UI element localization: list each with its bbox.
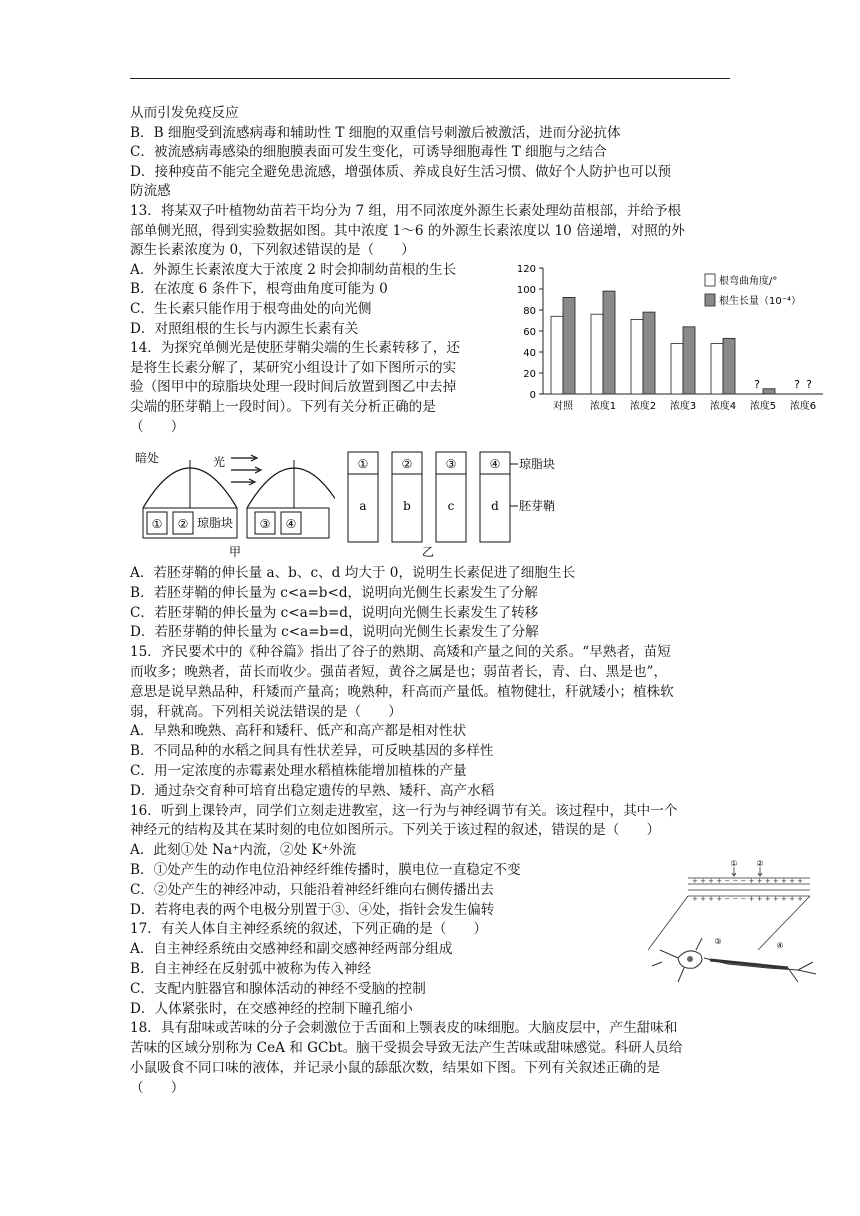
yi-letter-c: c <box>447 499 455 513</box>
y-tick-label: 40 <box>523 348 536 359</box>
x-tick-label: 浓度3 <box>669 401 697 412</box>
text-line: D．若胚芽鞘的伸长量为 c<a=b=d，说明向光侧生长素发生了分解 <box>130 624 539 641</box>
text-line: A．早熟和晚熟、高秆和矮秆、低产和高产都是相对性状 <box>130 723 467 740</box>
bar-0-4 <box>711 344 723 394</box>
light-label: 光 <box>213 455 226 469</box>
bar-1-4 <box>723 338 735 394</box>
yi-letter-a: a <box>359 499 367 513</box>
block-label-2: ② <box>177 517 189 531</box>
yi-block-4: ④ <box>489 457 501 471</box>
unknown-mark: ? <box>806 378 812 391</box>
x-tick-label: 浓度2 <box>629 401 657 412</box>
mark-2: ② <box>756 859 764 868</box>
text-line: B．①处产生的动作电位沿神经纤维传播时，膜电位一直稳定不变 <box>130 862 521 878</box>
yi-letter-d: d <box>491 499 499 513</box>
text-line: 意思是说早熟品种，秆矮而产量高；晚熟种，秆高而产量低。植物健壮，秆就矮小；植株软 <box>130 683 674 700</box>
legend-swatch-1 <box>705 294 715 306</box>
bar-0-2 <box>631 319 643 394</box>
text-line: 13．将某双子叶植物幼苗若干均分为 7 组，用不同浓度外源生长素处理幼苗根部，并给予根 <box>130 203 682 219</box>
text-line: 18．具有甜味或苦味的分子会刺激位于舌面和上颚表皮的味细胞。大脑皮层中，产生甜味和 <box>130 1020 678 1037</box>
yi-letter-b: b <box>403 499 411 513</box>
bar-0-1 <box>591 314 603 394</box>
y-tick-label: 120 <box>516 264 536 275</box>
text-line: A．自主神经系统由交感神经和副交感神经两部分组成 <box>130 941 453 958</box>
block-label-3: ③ <box>259 517 271 531</box>
text-line: A．外源生长素浓度大于浓度 2 时会抑制幼苗根的生长 <box>130 261 457 278</box>
text-line: 从而引发免疫反应 <box>130 105 239 121</box>
text-line: 17．有关人体自主神经系统的叙述，下列正确的是（ ） <box>130 921 488 938</box>
y-tick-label: 0 <box>529 390 536 401</box>
block-label-4: ④ <box>285 517 297 531</box>
text-line: 苦味的区域分别称为 CeA 和 GCbt。脑干受损会导致无法产生苦味或甜味感觉。科研人员给 <box>130 1040 683 1057</box>
bar-1-5 <box>763 389 775 394</box>
text-line: C．被流感病毒感染的细胞膜表面可发生变化，可诱导细胞毒性 T 细胞与之结合 <box>130 144 607 161</box>
bar-1-1 <box>603 291 615 394</box>
bar-chart <box>505 262 830 422</box>
text-line: D．若将电表的两个电极分别置于③、④处，指针会发生偏转 <box>130 901 495 918</box>
text-line: C．②处产生的神经冲动，只能沿着神经纤维向右侧传播出去 <box>130 881 494 898</box>
text-line: 15．齐民要术中的《种谷篇》指出了谷子的熟期、高矮和产量之间的关系。“早熟者，苗短 <box>130 644 671 661</box>
text-line: 源生长素浓度为 0，下列叙述错误的是（ ） <box>130 242 415 259</box>
text-line: D．接种疫苗不能完全避免患流感，增强体质、养成良好生活习惯、做好个人防护也可以预 <box>130 163 672 180</box>
agar-label: 琼脂块 <box>197 516 234 530</box>
text-line: 尖端的胚芽鞘上一段时间）。下列有关分析正确的是 <box>130 399 436 415</box>
yi-block-1: ① <box>357 457 369 471</box>
dark-label <box>135 450 159 465</box>
mark-1: ① <box>730 859 738 868</box>
y-tick-label: 100 <box>516 285 536 296</box>
light-arrows <box>231 455 261 485</box>
text-line: 防流感 <box>130 183 171 200</box>
yi-sheath-label: 胚芽鞘 <box>519 499 556 513</box>
bar-1-2 <box>643 312 655 394</box>
bar-1-0 <box>563 297 575 394</box>
text-line: 验（图甲中的琼脂块处理一段时间后放置到图乙中去掉 <box>130 379 457 396</box>
yi-block-3: ③ <box>445 457 457 471</box>
legend-label-0: 根弯曲角度/° <box>719 276 778 287</box>
neuron-figure <box>648 858 818 993</box>
text-line: 而收多；晚熟者，苗长而收少。强苗者短，黄谷之属是也；弱苗者长，青、白、黑是也”， <box>130 664 668 680</box>
text-line: 16．听到上课铃声，同学们立刻走进教室，这一行为与神经调节有关。该过程中，其中一个 <box>130 802 678 819</box>
block-label-1: ① <box>151 517 163 531</box>
text-line: 弱，秆就高。下列相关说法错误的是（ ） <box>130 703 402 720</box>
text-line: B．自主神经在反射弧中被称为传入神经 <box>130 961 372 977</box>
coleoptile-tip-light <box>247 468 335 508</box>
text-line: 小鼠吸食不同口味的液体，并记录小鼠的舔舐次数，结果如下图。下列有关叙述正确的是 <box>130 1060 661 1076</box>
text-line: C．生长素只能作用于根弯曲处的向光侧 <box>130 301 372 317</box>
text-line: C．支配内脏器官和腺体活动的神经不受脑的控制 <box>130 980 426 997</box>
text-line: B．B 细胞受到流感病毒和辅助性 T 细胞的双重信号刺激后被激活，进而分泌抗体 <box>130 124 621 141</box>
text-line: C．若胚芽鞘的伸长量为 c<a=b=d，说明向光侧生长素发生了转移 <box>130 604 539 621</box>
unknown-mark: ? <box>754 378 760 391</box>
yi-block-2: ② <box>401 457 413 471</box>
text-line: 神经元的结构及其在某时刻的电位如图所示。下列关于该过程的叙述，错误的是（ ） <box>130 822 661 839</box>
caption-yi: 乙 <box>421 545 435 558</box>
x-tick-label: 浓度1 <box>589 401 617 412</box>
dark-label-text: 暗处 <box>135 451 160 465</box>
legend-label-1: 根生长量（10⁻⁴） <box>719 296 802 307</box>
y-tick-label: 20 <box>523 369 536 380</box>
text-line: B．不同品种的水稻之间具有性状差异，可反映基因的多样性 <box>130 743 494 760</box>
text-line: A．此刻①处 Na⁺内流，②处 K⁺外流 <box>130 842 357 859</box>
x-tick-label: 对照 <box>553 401 573 412</box>
text-line: D．通过杂交育种可培育出稳定遗传的早熟、矮秆、高产水稻 <box>130 782 495 799</box>
text-line: 是将生长素分解了，某研究小组设计了如下图所示的实 <box>130 359 457 376</box>
x-tick-label: 浓度5 <box>749 401 777 412</box>
bar-0-0 <box>551 316 563 394</box>
figure-jia <box>135 448 335 558</box>
header-rule <box>130 78 730 79</box>
text-line: C．用一定浓度的赤霉素处理水稻植株能增加植株的产量 <box>130 763 467 779</box>
bar-1-3 <box>683 327 695 394</box>
caption-jia: 甲 <box>228 545 242 558</box>
y-tick-label: 60 <box>523 327 536 338</box>
y-tick-label: 80 <box>523 306 536 317</box>
neuron-cell <box>652 938 816 982</box>
yi-agar-label: 琼脂块 <box>519 457 556 471</box>
text-line: A．若胚芽鞘的伸长量 a、b、c、d 均大于 0，说明生长素促进了细胞生长 <box>130 565 576 581</box>
text-line: D．对照组根的生长与内源生长素有关 <box>130 320 359 337</box>
legend-swatch-0 <box>705 274 715 286</box>
mark-3: ③ <box>714 937 722 946</box>
unknown-mark: ? <box>794 378 800 391</box>
bar-0-3 <box>671 344 683 394</box>
x-tick-label: 浓度4 <box>709 401 737 412</box>
text-line: 部单侧光照，得到实验数据如图。其中浓度 1～6 的外源生长素浓度以 10 倍递增，对照的外 <box>130 222 685 239</box>
nucleus <box>687 956 693 962</box>
text-line: B．在浓度 6 条件下，根弯曲角度可能为 0 <box>130 281 388 298</box>
text-line: D．人体紧张时，在交感神经的控制下瞳孔缩小 <box>130 1000 413 1017</box>
mark-4: ④ <box>776 941 784 950</box>
figure-yi <box>340 448 600 558</box>
text-line: B．若胚芽鞘的伸长量为 c<a=b<d，说明向光侧生长素发生了分解 <box>130 584 538 601</box>
text-line: （ ） <box>130 418 185 435</box>
text-line: 14．为探究单侧光是使胚芽鞘尖端的生长素转移了，还 <box>130 340 460 357</box>
membrane-signs-outer: + + + + − − − + + + + + + + <box>692 877 804 885</box>
x-tick-label: 浓度6 <box>789 401 817 412</box>
membrane-signs-inner: + + + + − − − + + + + + + + <box>692 895 804 903</box>
text-line: （ ） <box>130 1079 185 1096</box>
